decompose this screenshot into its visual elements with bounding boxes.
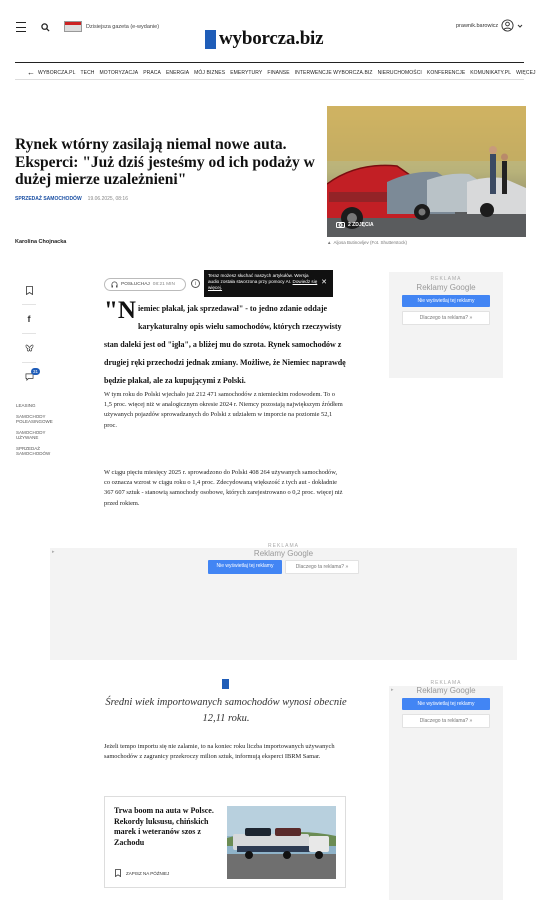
headphones-icon <box>111 281 118 288</box>
side-divider <box>22 304 36 305</box>
triangle-icon: ▲ <box>327 240 332 245</box>
e-paper-link[interactable] <box>64 21 159 32</box>
nav-item-finanse[interactable]: FINANSE <box>267 69 290 76</box>
article-lead <box>104 298 348 388</box>
comments-button[interactable] <box>20 368 38 386</box>
ad-why-button[interactable]: Dlaczego ta reklama? » <box>402 714 490 728</box>
tag-link[interactable]: SPRZEDAŻ SAMOCHODÓW <box>16 446 51 456</box>
photo-count: 2 ZDJĘCIA <box>348 221 374 228</box>
pull-quote: Średni wiek importowanych samochodów wynosi obecnie 12,11 roku. <box>105 697 347 724</box>
section-nav <box>27 68 536 77</box>
publish-date: 19.06.2025, 08:16 <box>87 196 128 202</box>
tags-header[interactable]: LEASING <box>16 403 36 408</box>
ad-triangle-icon: ▸ <box>391 687 394 693</box>
side-toolbar <box>19 281 39 386</box>
bookmark-icon <box>115 869 121 877</box>
tooltip-link[interactable]: Dowiedz się więcej. <box>208 279 318 290</box>
nav-item-komunikaty[interactable]: KOMUNIKATY.PL <box>470 69 512 76</box>
user-avatar-icon <box>501 19 514 32</box>
ad-stop-button[interactable]: Nie wyświetlaj tej reklamy <box>208 560 282 574</box>
ad-label: REKLAMA <box>268 543 299 549</box>
user-menu[interactable] <box>456 19 523 32</box>
paragraph: W ciągu pięciu miesięcy 2025 r. sprowadzono do Polski 408 264 używanych samochodów, co oznacza wzrost w ciągu roku o 1,4 proc. Zdecydowaną większość z tych aut - dokładnie 367 607 sztuk - stanowią samochody osobowe, których zarejestrowano o 0,2 proc. więcej niż przed rokiem. <box>104 469 343 507</box>
ad-buttons <box>50 560 517 574</box>
nav-item-moj-biznes[interactable]: MÓJ BIZNES <box>194 69 226 76</box>
ad-sidebar-bottom <box>389 680 503 900</box>
chevron-right-icon: » <box>345 564 349 570</box>
nav-item-wiecej[interactable]: WIĘCEJ <box>516 69 536 76</box>
related-article-title[interactable]: Trwa boom na auta w Polsce. Rekordy luksusu, chińskich marek i weteranów szos z Zachodu <box>114 806 214 847</box>
photo-gallery-badge[interactable] <box>336 221 374 228</box>
facebook-icon[interactable]: f <box>27 314 31 324</box>
listen-label: POSŁUCHAJ <box>121 282 150 287</box>
comment-count-badge: 31 <box>33 369 39 374</box>
ad-label: REKLAMA <box>430 680 462 686</box>
ad-inline-wide <box>50 543 517 660</box>
side-divider <box>22 362 36 363</box>
tooltip-text: Teraz możesz słuchać naszych artykułów. Wersja audio została stworzona przy pomocy AI. <box>208 273 309 284</box>
listen-button[interactable] <box>104 278 186 291</box>
paragraph: Jeżeli tempo importu się nie zalamie, to na koniec roku liczba importowanych używanych samochodów z zagranicy przekroczy milion sztuk, informują eksperci IBRM Samar. <box>104 743 335 761</box>
ad-triangle-icon: ▸ <box>52 549 55 555</box>
chevron-right-icon: » <box>469 315 473 321</box>
nav-item-konferencje[interactable]: KONFERENCJE <box>426 69 466 76</box>
nav-bottom-rule <box>15 79 524 80</box>
e-paper-label: Dzisiejsza gazeta (e-wydanie) <box>86 23 160 30</box>
newspaper-thumbnail <box>64 21 82 32</box>
article-title: Rynek wtórny zasilają niemal nowe auta. Eksperci: "Już dziś jesteśmy od ich podaży w dużej mierze uzależnieni" <box>15 136 315 188</box>
site-logo[interactable] <box>205 28 323 50</box>
back-arrow-icon[interactable]: ← <box>27 68 35 77</box>
logo-mark <box>205 30 216 49</box>
ad-provider: Reklamy Google <box>416 686 476 695</box>
menu-icon[interactable] <box>15 20 27 34</box>
paragraph: W tym roku do Polski wjechało już 212 471 samochodów z niemieckim rodowodem. To o 1,5 proc. więcej niż w analogicznym okresie 2024 r. Niemcy pozostają największym źródłem używanych pojazdów sprowadzanych do Polski z udziałem w imporcie na poziomie 52,1 proc. <box>104 391 343 429</box>
ad-provider: Reklamy Google <box>253 549 314 558</box>
author-name[interactable]: Karolina Chojnacka <box>15 239 67 245</box>
related-article-image[interactable] <box>227 806 336 879</box>
hero-image[interactable] <box>327 106 526 237</box>
chevron-right-icon: » <box>469 718 473 724</box>
nav-item-emerytury[interactable]: EMERYTURY <box>230 69 263 76</box>
nav-item-tech[interactable]: TECH <box>80 69 95 76</box>
ad-why-button[interactable]: Dlaczego ta reklama? » <box>402 311 490 325</box>
nav-item-motoryzacja[interactable]: MOTORYZACJA <box>99 69 139 76</box>
side-divider <box>22 333 36 334</box>
ad-stop-button[interactable]: Nie wyświetlaj tej reklamy <box>402 698 490 710</box>
close-icon[interactable]: ✕ <box>321 279 327 286</box>
ad-provider: Reklamy Google <box>416 283 476 292</box>
search-icon[interactable] <box>39 21 51 33</box>
nav-item-energia[interactable]: ENERGIA <box>165 69 190 76</box>
ad-label: REKLAMA <box>430 276 462 282</box>
lead-text: iemiec płakał, jak sprzedawał" - to jedno zdanie oddaje karykaturalny opis wielu samochodów, których rzeczywisty stan daleki jest od "igła", a bliżej mu do szrota. Rynek samochodów z drugiej ręki przechodzi jednak zmiany. Możliwe, że Niemiec naprawdę będzie płakał, ale za kupującymi z Polski. <box>104 304 346 385</box>
tag-link[interactable]: SAMOCHODY UŻYWANE <box>16 430 46 440</box>
nav-item-nieruchomosci[interactable]: NIERUCHOMOŚCI <box>377 69 422 76</box>
save-label: ZAPISZ NA PÓŹNIEJ <box>126 870 170 876</box>
bookmark-icon[interactable] <box>20 281 38 299</box>
camera-icon <box>336 221 345 228</box>
photo-credit: ▲ Aljosa Butinovljev (Fot. Shutterstock) <box>327 240 407 245</box>
ad-stop-button[interactable]: Nie wyświetlaj tej reklamy <box>402 295 490 307</box>
audio-tooltip <box>204 270 333 297</box>
article-meta <box>15 196 128 202</box>
info-icon[interactable]: i <box>191 279 200 288</box>
nav-item-praca[interactable]: PRACA <box>143 69 161 76</box>
tags-section <box>16 403 61 456</box>
ad-why-button[interactable]: Dlaczego ta reklama? » <box>285 560 359 574</box>
related-article-card[interactable] <box>104 796 346 888</box>
ad-sidebar-top <box>389 272 503 378</box>
lead-dropcap: "N <box>104 297 136 324</box>
bluesky-icon[interactable] <box>20 339 38 357</box>
logo-text: wyborcza.biz <box>219 28 324 49</box>
nav-item-interwencje[interactable]: INTERWENCJE WYBORCZA.BIZ <box>294 69 373 76</box>
user-name: prawnik.barowicz <box>456 22 499 29</box>
chevron-down-icon <box>517 23 523 29</box>
nav-top-rule <box>15 62 524 63</box>
listen-duration: 08:21 MIN <box>152 282 175 287</box>
nav-item-wyborcza[interactable]: WYBORCZA.PL <box>38 69 76 76</box>
save-for-later[interactable] <box>115 869 169 877</box>
quote-marker <box>222 679 229 689</box>
category-tag[interactable]: SPRZEDAŻ SAMOCHODÓW <box>15 196 82 202</box>
tag-link[interactable]: SAMOCHODY POLEASINGOWE <box>16 414 53 424</box>
